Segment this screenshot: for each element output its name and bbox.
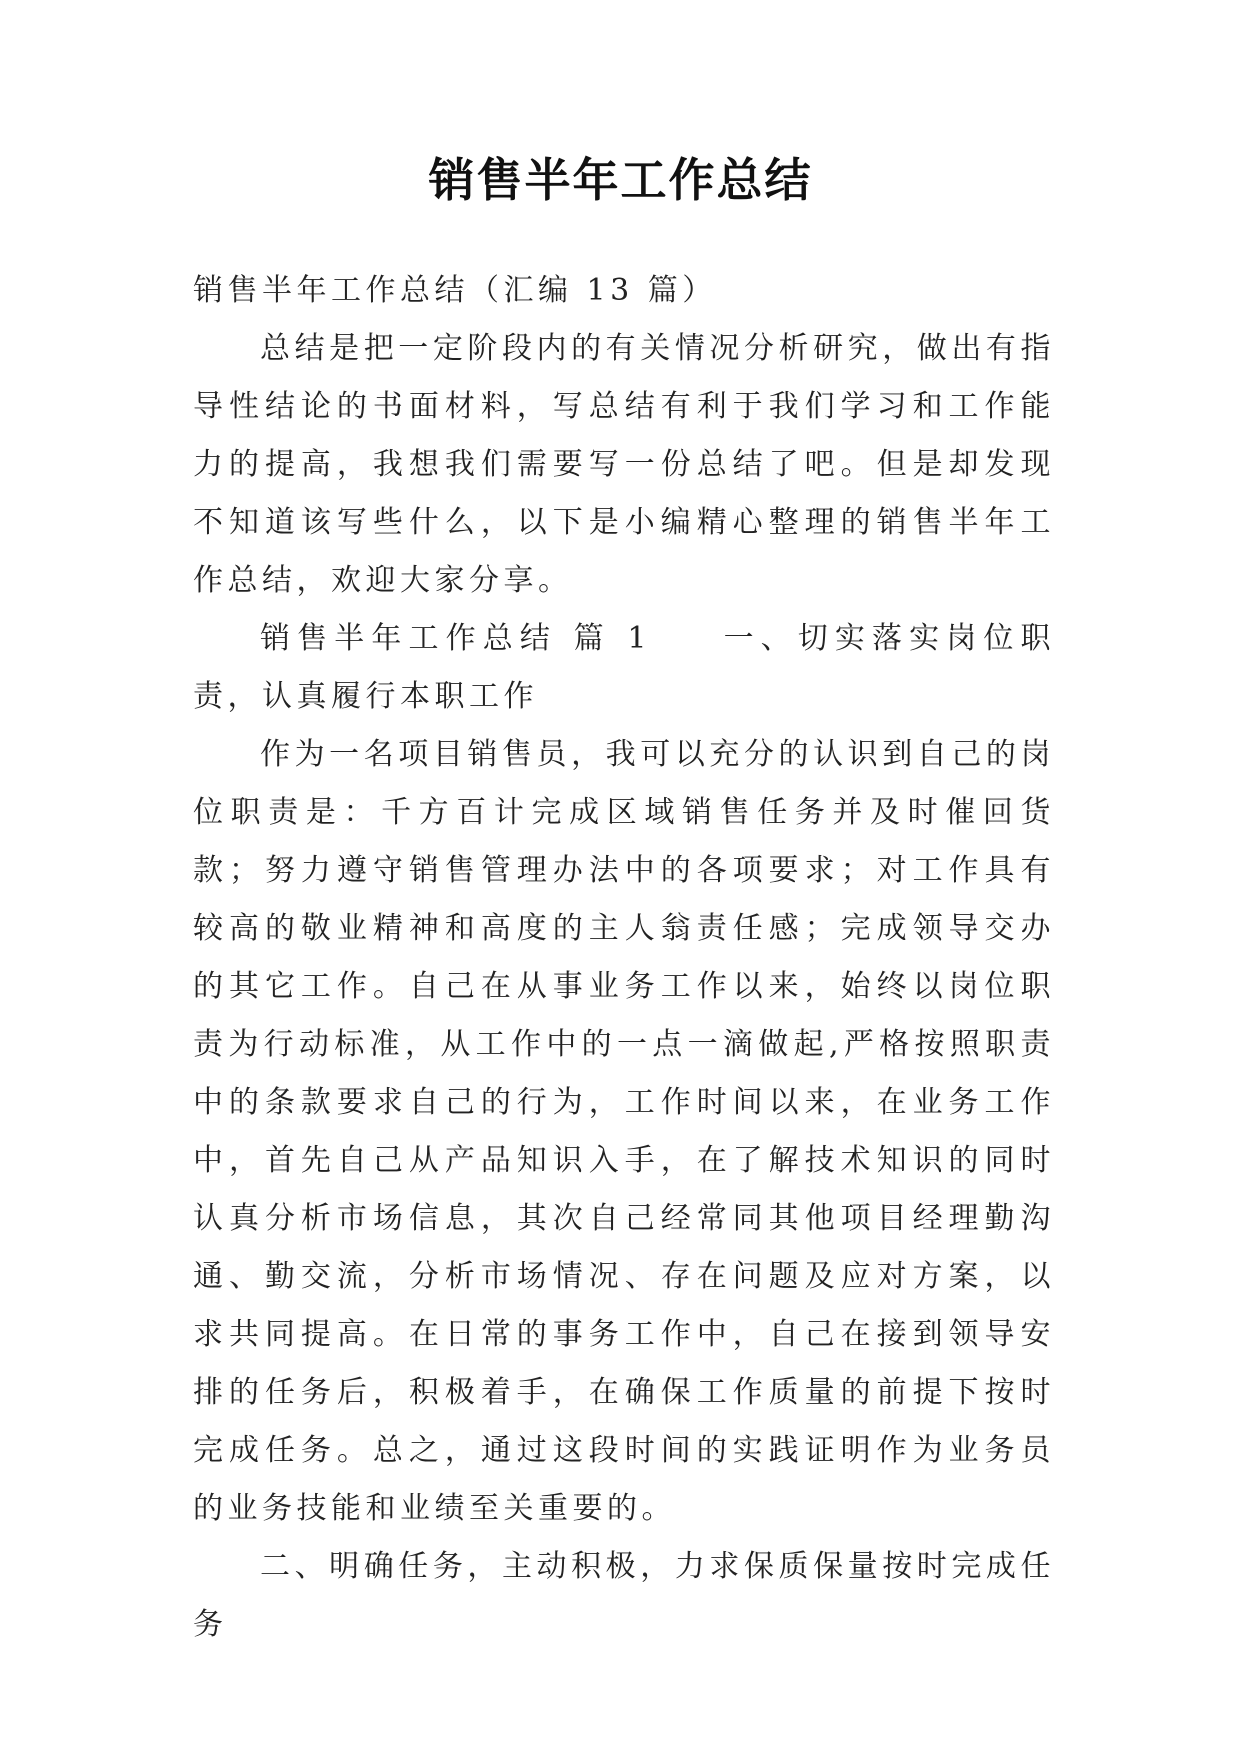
document-subtitle: 销售半年工作总结（汇编 13 篇） <box>193 273 717 308</box>
section-1-paragraph: 作为一名项目销售员，我可以充分的认识到自己的岗位职责是：千方百计完成区域销售任务并及时催回货款；努力遵守销售管理办法中的各项要求；对工作具有较高的敬业精神和高度的主人翁责任感；完成领导交办的其它工作。自己在从事业务工作以来，始终以岗位职责为行动标准，从工作中的一点一滴做起,严格按照职责中的条款要求自己的行为，工作时间以来，在业务工作中，首先自己从产品知识入手，在了解技术知识的同时认真分析市场信息，其次自己经常同其他项目经理勤沟通、勤交流，分析市场情况、存在问题及应对方案，以求共同提高。在日常的事务工作中，自己在接到领导安排的任务后，积极着手，在确保工作质量的前提下按时完成任务。总之，通过这段时间的实践证明作为业务员的业务技能和业绩至关重要的。 <box>193 737 1055 1526</box>
section-1-heading-line <box>193 610 1055 726</box>
document-title: 销售半年工作总结 <box>428 153 813 207</box>
section-1-label: 销售半年工作总结 篇 1 <box>260 621 651 656</box>
intro-paragraph: 总结是把一定阶段内的有关情况分析研究，做出有指导性结论的书面材料，写总结有利于我们学习和工作能力的提高，我想我们需要写一份总结了吧。但是却发现不知道该写些什么，以下是小编精心整理的销售半年工作总结，欢迎大家分享。 <box>193 331 1055 598</box>
document-body <box>193 262 1055 1654</box>
section-1-heading: 一、切实落实岗位职责，认真履行本职工作 <box>193 621 1056 714</box>
section-2-heading: 二、明确任务，主动积极，力求保质保量按时完成任务 <box>193 1549 1055 1642</box>
